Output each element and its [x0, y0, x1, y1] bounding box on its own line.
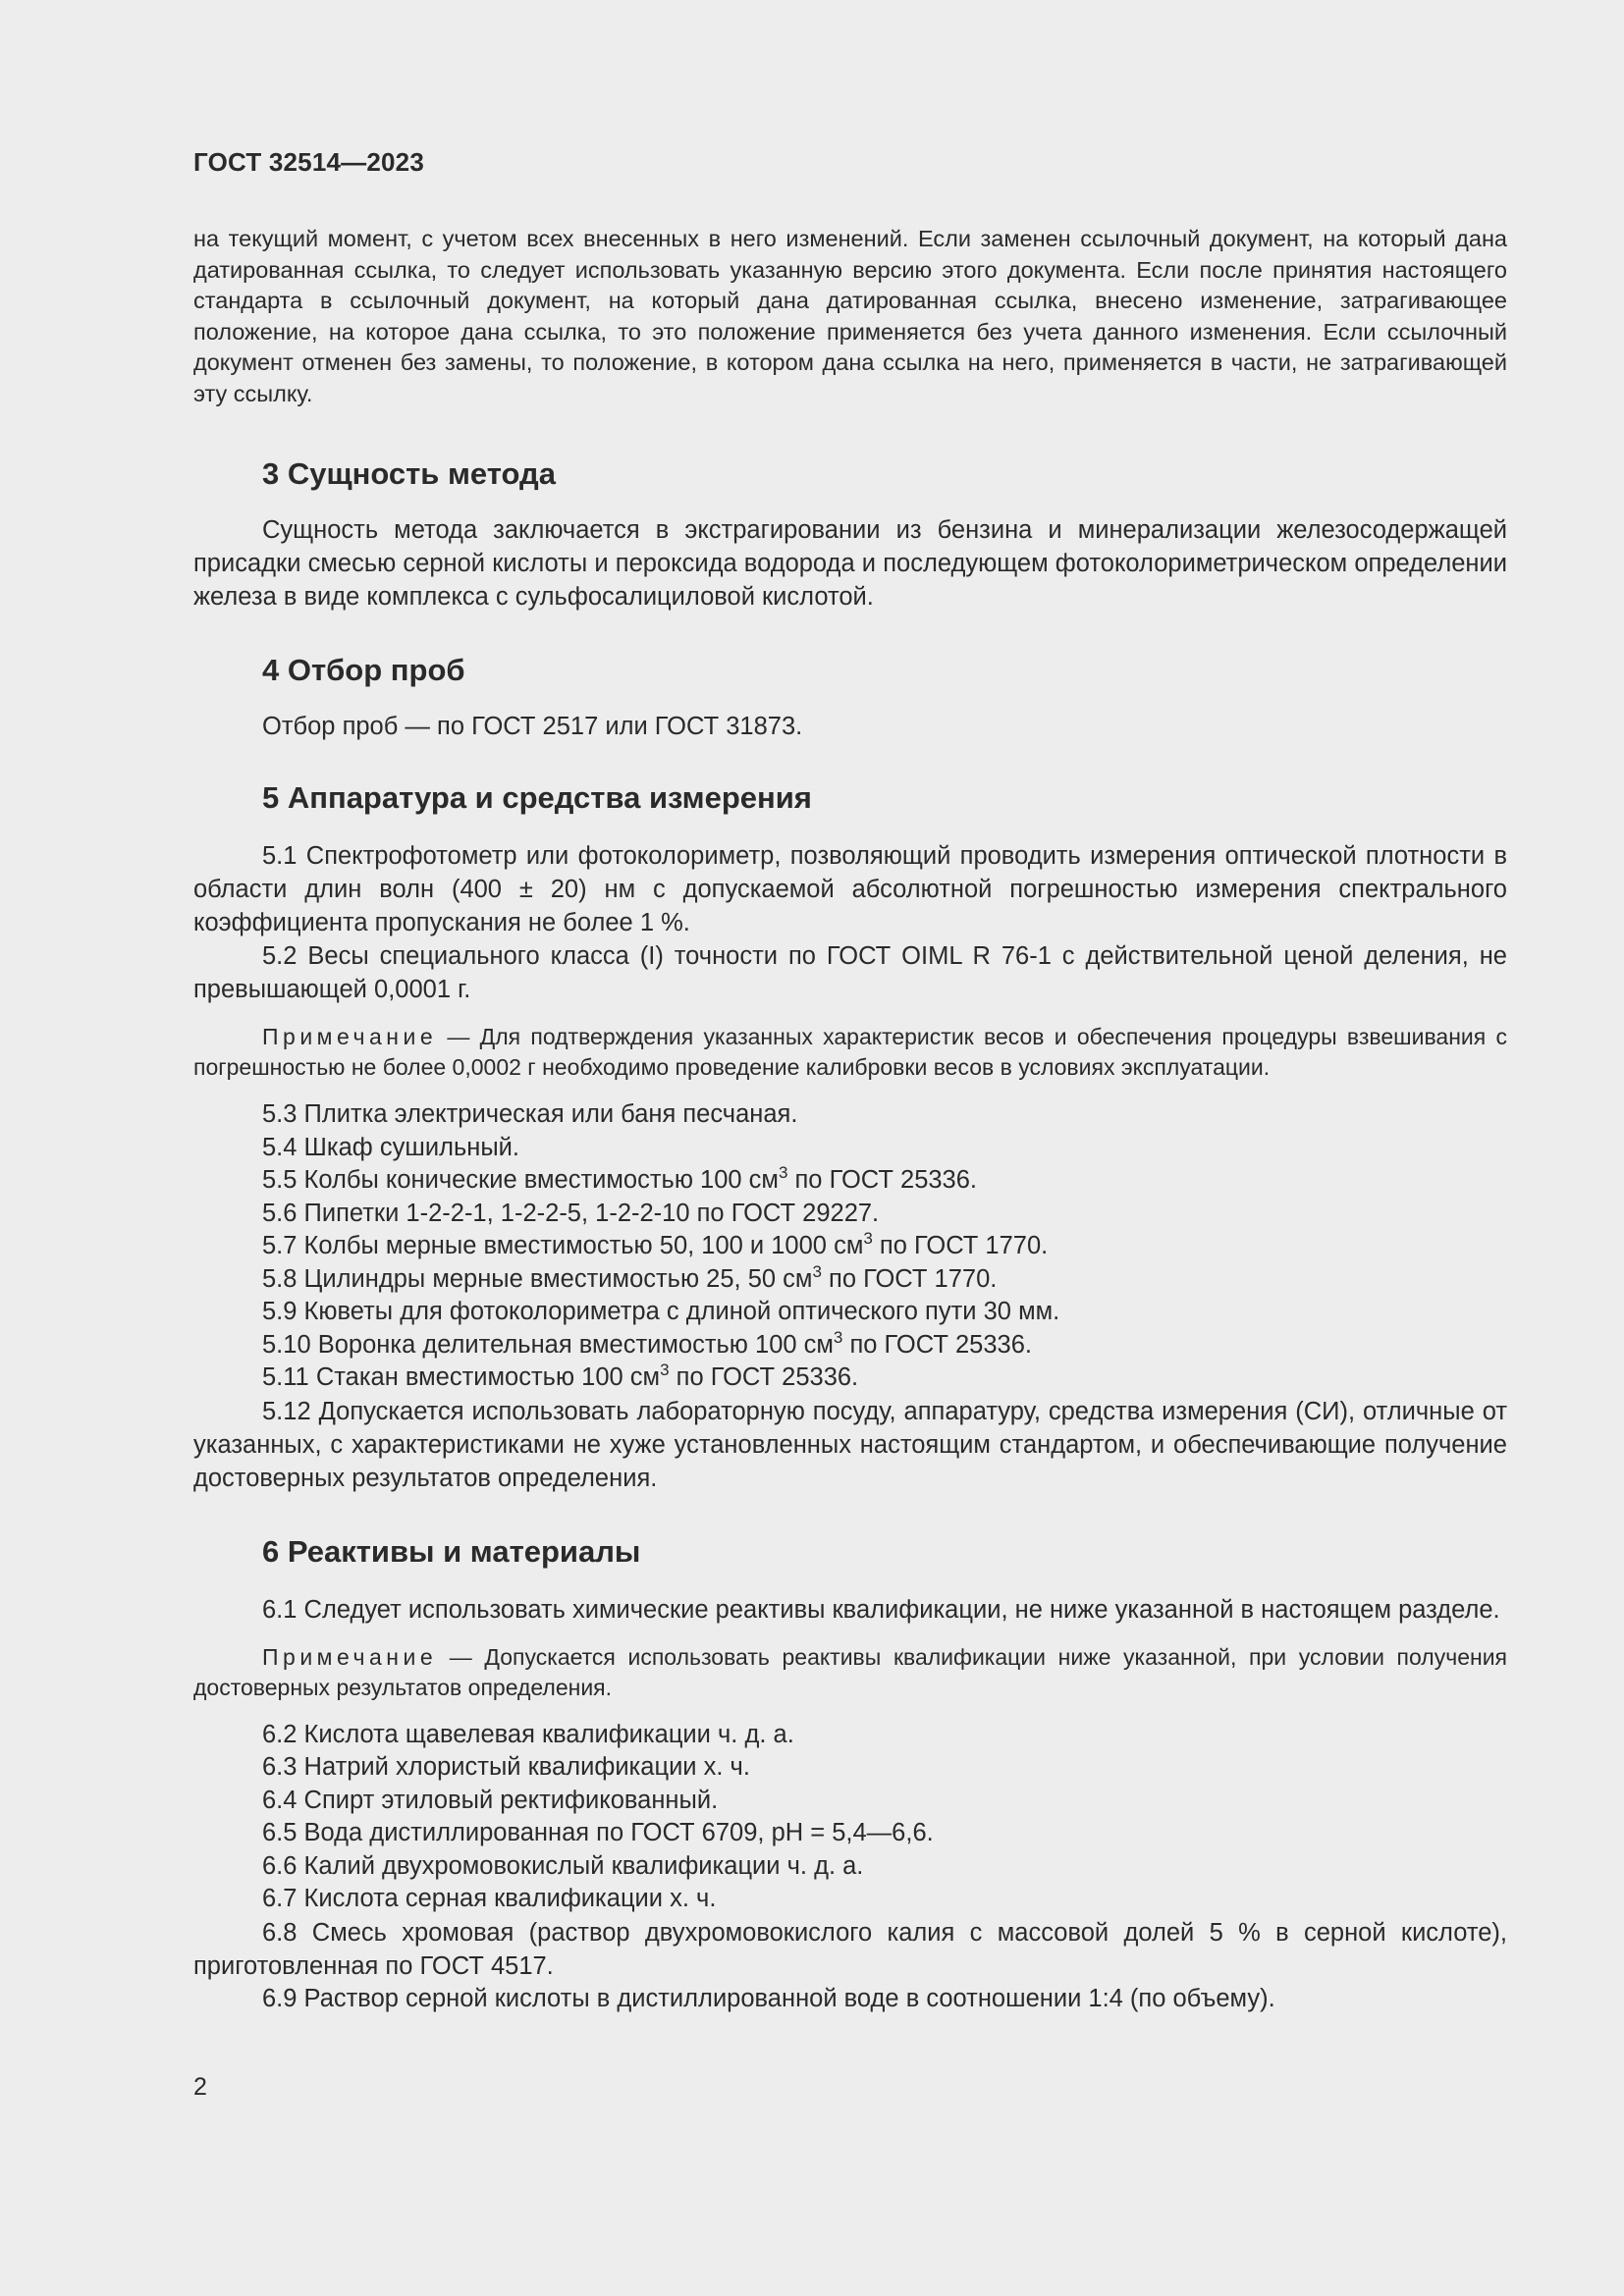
note-6-1	[193, 1642, 1507, 1703]
item-5-9: 5.9 Кюветы для фотоколориметра с длиной оптического пути 30 мм.	[262, 1298, 1060, 1325]
section-4-text: Отбор проб — по ГОСТ 2517 или ГОСТ 31873.	[262, 713, 803, 740]
item-6-3: 6.3 Натрий хлористый квалификации х. ч.	[262, 1753, 750, 1781]
intro-paragraph: на текущий момент, с учетом всех внесенных в него изменений. Если заменен ссылочный документ, на который дана датированная ссылка, то следует использовать указанную версию этого документа. Если после принятия настоящего стандарта в ссылочный документ, на который дана датированная ссылка, внесено изменение, затрагивающее положение, на которое дана ссылка, то это положение применяется без учета данного изменения. Если ссылочный документ отменен без замены, то положение, в котором дана ссылка на него, применяется в части, не затрагивающей эту ссылку.	[193, 226, 1507, 406]
paragraph-6-8: 6.8 Смесь хромовая (раствор двухромовокислого калия с массовой долей 5 % в серной кислоте), приготовленная по ГОСТ 4517.	[193, 1918, 1507, 1980]
note-text: — Для подтверждения указанных характеристик весов и обеспечения процедуры взвешивания с погрешностью не более 0,0002 г необходимо проведение калибровки весов в условиях эксплуатации.	[193, 1024, 1507, 1080]
item-6-5: 6.5 Вода дистиллированная по ГОСТ 6709, pH = 5,4—6,6.	[262, 1819, 934, 1846]
note-label: Примечание	[262, 1643, 438, 1670]
page-number: 2	[193, 2073, 207, 2101]
note-label: Примечание	[262, 1024, 438, 1049]
item-6-6: 6.6 Калий двухромовокислый квалификации ч. д. а.	[262, 1851, 864, 1880]
section-6-title: 6 Реактивы и материалы	[262, 1533, 641, 1569]
item-5-7: 5.7 Колбы мерные вместимостью 50, 100 и 1000 $см^3$ по ГОСТ 1770.	[262, 1229, 1049, 1259]
item-5-4: 5.4 Шкаф сушильный.	[262, 1133, 519, 1161]
item-5-8: 5.8 Цилиндры мерные вместимостью 25, 50 $см^3$ по ГОСТ 1770.	[262, 1261, 998, 1293]
item-5-6: 5.6 Пипетки 1-2-2-1, 1-2-2-5, 1-2-2-10 по ГОСТ 29227.	[262, 1199, 880, 1227]
note-5-2	[193, 1022, 1507, 1083]
section-5-title: 5 Аппаратура и средства измерения	[262, 780, 812, 815]
section-4-title: 4 Отбор проб	[262, 653, 465, 687]
section-3-title: 3 Сущность метода	[262, 456, 556, 491]
item-6-4: 6.4 Спирт этиловый ректификованный.	[262, 1786, 719, 1814]
item-6-7: 6.7 Кислота серная квалификации х. ч.	[262, 1885, 717, 1912]
item-5-11: 5.11 Стакан вместимостью 100 $см^3$ по ГОСТ 25336.	[262, 1361, 859, 1391]
item-5-3: 5.3 Плитка электрическая или баня песчаная.	[262, 1100, 798, 1128]
page-body	[193, 224, 1507, 2015]
item-5-5: 5.5 Колбы конические вместимостью 100 $см^3$ по ГОСТ 25336.	[262, 1163, 978, 1194]
paragraph-6-1: 6.1 Следует использовать химические реактивы квалификации, не ниже указанной в настоящем разделе.	[262, 1595, 1500, 1624]
document-header: ГОСТ 32514—2023	[193, 147, 424, 177]
section-3-text: Сущность метода заключается в экстрагировании из бензина и минерализации железосодержащей присадки смесью серной кислоты и пероксида водорода и последующем фотоколориметрическом определении железа в виде комплекса с сульфосалициловой кислотой.	[193, 516, 1507, 611]
paragraph-5-12: 5.12 Допускается использовать лабораторную посуду, аппаратуру, средства измерения (СИ), отличные от указанных, с характеристиками не хуже установленных настоящим стандартом, и обеспечивающие получение достоверных результатов определения.	[193, 1397, 1507, 1492]
item-6-9: 6.9 Раствор серной кислоты в дистиллированной воде в соотношении 1:4 (по объему).	[262, 1984, 1275, 2012]
paragraph-5-1: 5.1 Спектрофотометр или фотоколориметр, позволяющий проводить измерения оптической плотности в области длин волн (400 ± 20) нм с допускаемой абсолютной погрешностью измерения спектрального коэффициента пропускания не более 1 %.	[193, 842, 1507, 936]
paragraph-5-2: 5.2 Весы специального класса (I) точности по ГОСТ OIML R 76-1 с действительной ценой деления, не превышающей 0,0001 г.	[193, 942, 1507, 1003]
item-6-2: 6.2 Кислота щавелевая квалификации ч. д. а.	[262, 1720, 794, 1748]
note-text: — Допускается использовать реактивы квалификации ниже указанной, при условии получения достоверных результатов определения.	[193, 1643, 1507, 1700]
item-5-10: 5.10 Воронка делительная вместимостью 100 $см^3$ по ГОСТ 25336.	[262, 1327, 1032, 1359]
